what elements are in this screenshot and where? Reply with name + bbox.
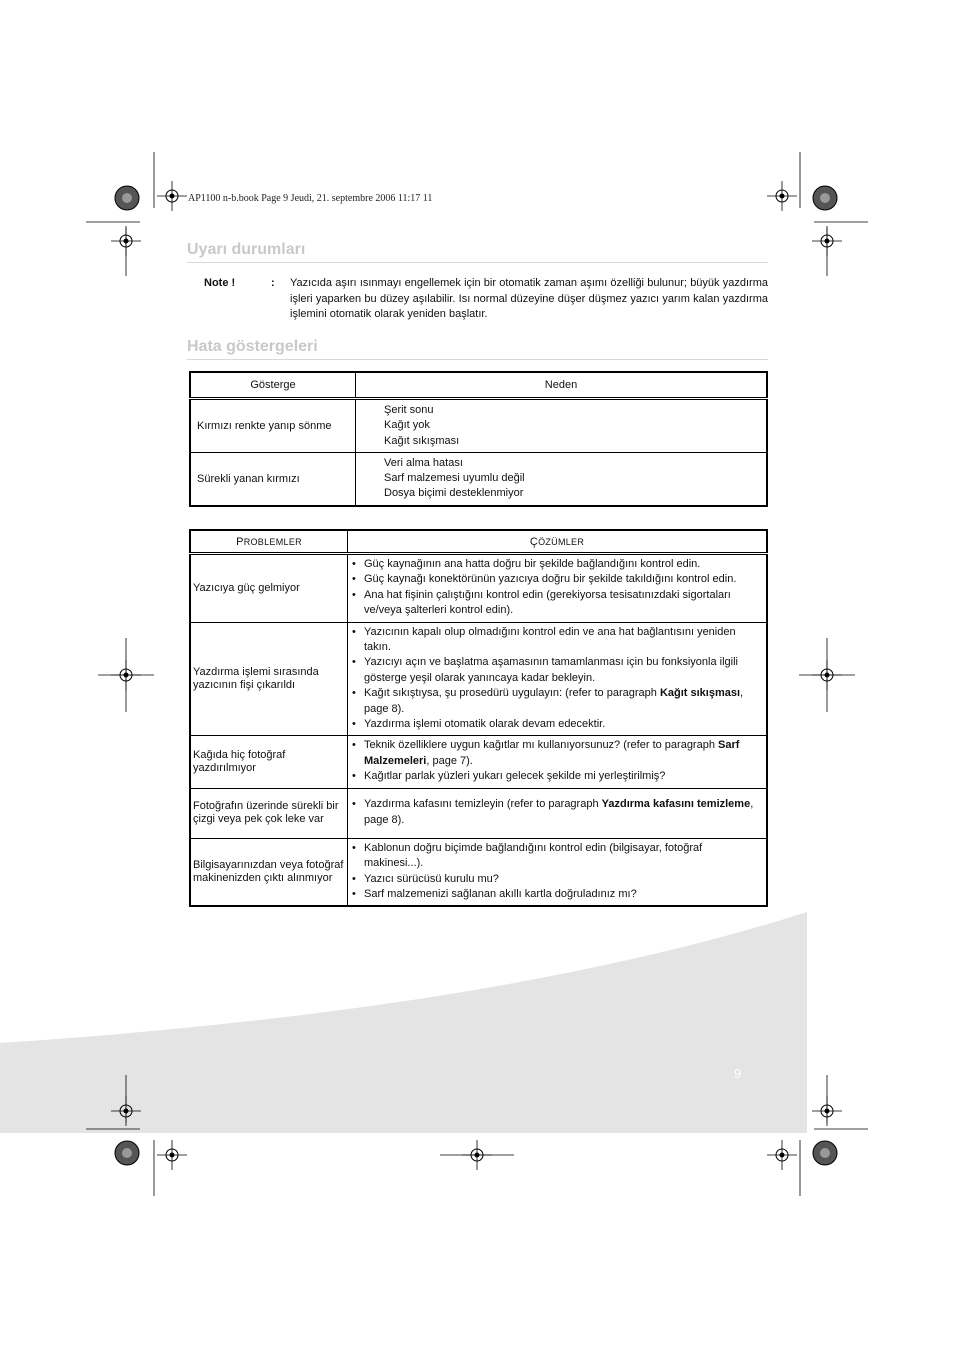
causes-cell [356, 452, 768, 505]
problem-cell: Yazdırma işlemi sırasında yazıcının fişi çıkarıldı [190, 622, 348, 736]
problem-cell: Yazıcıya güç gelmiyor [190, 554, 348, 623]
problem-table [189, 529, 768, 907]
table-row [190, 399, 767, 453]
note-text: Yazıcıda aşırı ısınmayı engellemek için bir otomatik zaman aşımı özelliği bulunur; büyük yazdırma işleri yaparken bu düzey aşılabilir. Isı normal düzeyine düşer düşmez yazıcı yarım kalan yazdırma işlemini otomatik olarak yeniden başlatır. [290, 277, 768, 320]
cause-item: Dosya biçimi desteklenmiyor [384, 487, 524, 500]
cause-item: Kağıt yok [384, 419, 430, 432]
solution-item: • Yazıcıyı açın ve başlatma aşamasının tamamlanması için bu fonksiyonla ilgili gösterge yeşil olarak yanıncaya kadar bekleyin. [352, 656, 738, 684]
indicator-cell: Sürekli yanan kırmızı [190, 452, 356, 505]
solution-item: • Kağıt sıkıştıysa, şu prosedürü uygulayın: (refer to paragraph Kağıt sıkışması, page 8). [352, 687, 744, 715]
solution-item: • Güç kaynağı konektörünün yazıcıya doğru bir şekilde takıldığını kontrol edin. [352, 573, 737, 586]
solutions-cell [348, 788, 768, 838]
print-info-line: AP1100 n-b.book Page 9 Jeudi, 21. septembre 2006 11:17 11 [188, 193, 433, 204]
note-colon: : [271, 277, 275, 289]
solution-item: • Yazıcı sürücüsü kurulu mu? [352, 872, 499, 885]
table-row [190, 452, 767, 505]
table-row [190, 788, 767, 838]
problem-cell: Bilgisayarınızdan veya fotoğraf makinenizden çıktı alınmıyor [190, 838, 348, 906]
column-header-problems: PROBLEMLER [190, 530, 348, 554]
solution-item: • Kablonun doğru biçimde bağlandığını kontrol edin (bilgisayar, fotoğraf makinesi...). [352, 841, 703, 870]
section-title-warnings: Uyarı durumları [187, 241, 306, 258]
solutions-cell [348, 622, 768, 736]
indicator-table [189, 371, 768, 507]
table-row [190, 838, 767, 906]
solution-item: • Yazdırma işlemi otomatik olarak devam edecektir. [352, 718, 606, 731]
solution-item: • Kağıtlar parlak yüzleri yukarı gelecek şekilde mi yerleştirilmiş? [352, 770, 666, 783]
table-header-row [190, 372, 767, 399]
solution-item: • Teknik özelliklere uygun kağıtlar mı kullanıyorsunuz? (refer to paragraph Sarf Malzemeleri, page 7). [352, 739, 740, 767]
solutions-cell [348, 554, 768, 623]
solution-item: • Sarf malzemenizi sağlanan akıllı kartla doğruladınız mı? [352, 887, 637, 900]
table-row [190, 622, 767, 736]
cause-item: Kağıt sıkışması [384, 434, 460, 447]
column-header-solutions: ÇÖZÜMLER [348, 530, 768, 554]
causes-cell [356, 399, 768, 453]
problem-cell: Fotoğrafın üzerinde sürekli bir çizgi veya pek çok leke var [190, 788, 348, 838]
table-row [190, 736, 767, 788]
indicator-cell: Kırmızı renkte yanıp sönme [190, 399, 356, 453]
solutions-cell [348, 736, 768, 788]
solutions-cell [348, 838, 768, 906]
section-title-errors: Hata göstergeleri [187, 338, 318, 355]
page-number: 9 [734, 1066, 742, 1081]
cause-item: Veri alma hatası [384, 456, 463, 469]
cause-item: Sarf malzemesi uyumlu değil [384, 472, 525, 485]
column-header-cause: Neden [356, 372, 768, 399]
section-rule [187, 359, 768, 360]
solution-item: • Yazıcının kapalı olup olmadığını kontrol edin ve ana hat bağlantısını yeniden takın. [352, 625, 736, 654]
cause-item: Şerit sonu [384, 404, 434, 416]
solution-item: • Ana hat fişinin çalıştığını kontrol edin (gerekiyorsa tesisatınızdaki sigortaları ve/veya şalterleri kontrol edin). [352, 588, 731, 617]
column-header-indicator: Gösterge [190, 372, 356, 399]
note-label: Note ! [204, 277, 236, 289]
section-rule [187, 262, 768, 263]
problem-cell: Kağıda hiç fotoğraf yazdırılmıyor [190, 736, 348, 788]
solution-item: • Güç kaynağının ana hatta doğru bir şekilde bağlandığını kontrol edin. [352, 558, 701, 570]
table-row [190, 554, 767, 623]
table-header-row [190, 530, 767, 554]
solution-item: • Yazdırma kafasını temizleyin (refer to paragraph Yazdırma kafasını temizleme, page 8). [352, 798, 754, 826]
